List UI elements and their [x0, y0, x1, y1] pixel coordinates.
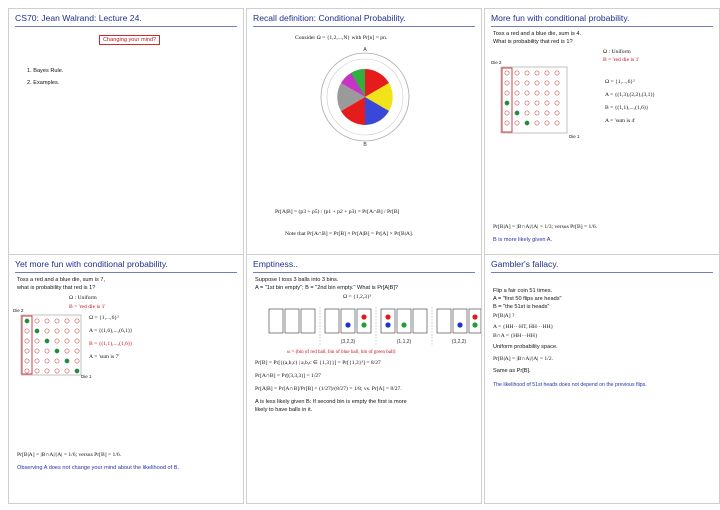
grid-dot: [75, 339, 79, 343]
eq-omega: Ω = {1,...,6}²: [89, 315, 119, 321]
slide-5: [246, 254, 482, 504]
bin: [453, 309, 467, 333]
grid-dot: [55, 339, 59, 343]
omega-caption: ω = (bin of red ball, bin of blue ball, bin of green ball): [287, 350, 396, 355]
grid-dot: [45, 329, 49, 333]
grid-dot: [555, 111, 559, 115]
grid-dot: [25, 319, 29, 323]
grid-dot: [75, 359, 79, 363]
slide-2: [246, 8, 482, 258]
slide-title: Yet more fun with conditional probability.: [15, 259, 168, 269]
ball-green: [401, 322, 406, 327]
ball-blue: [457, 322, 462, 327]
die-label-red: Die 1: [81, 374, 92, 379]
grid-dot: [75, 319, 79, 323]
omega-label: Ω : Uniform: [69, 295, 97, 301]
grid-dot: [55, 369, 59, 373]
grid-dot: [35, 319, 39, 323]
grid-dot: [535, 91, 539, 95]
omega-set: Ω = {1,2,3}³: [343, 294, 372, 300]
grid-dot: [45, 319, 49, 323]
slide-1: [8, 8, 244, 258]
eq-pr-b: Pr[B] = Pr[{(a,b,c) | a,b,c ∈ {1,3}}] = Pr[{1,3}³] = 8/27: [255, 360, 381, 366]
grid-dot: [555, 121, 559, 125]
grid-dot: [55, 329, 59, 333]
b-label: B = 'red die is 1': [603, 57, 640, 63]
bin: [357, 309, 371, 333]
bin: [413, 309, 427, 333]
ball-green: [472, 322, 477, 327]
callout-box: Changing your mind?: [99, 35, 160, 45]
grid-dot: [65, 359, 69, 363]
bin: [285, 309, 299, 333]
grid-dot: [555, 81, 559, 85]
grid-dot: [65, 329, 69, 333]
grid-dot: [65, 319, 69, 323]
grid-dot: [65, 349, 69, 353]
intro-line: Toss a red and a blue die, sum is 7,: [17, 277, 105, 283]
title-rule: [491, 272, 713, 273]
intro-line: Suppose I toss 3 balls into 3 bins.: [255, 277, 339, 283]
line: Pr[B|A] ?: [493, 313, 515, 319]
line: Same as Pr[B].: [493, 368, 531, 374]
bin-label: (3,2,2): [451, 339, 467, 345]
dice-grid: [495, 61, 575, 141]
grid-dot: [35, 359, 39, 363]
bin: [301, 309, 315, 333]
grid-dot: [505, 111, 509, 115]
grid-dot: [545, 121, 549, 125]
grid-dot: [515, 91, 519, 95]
bin: [381, 309, 395, 333]
omega-label: Ω : Uniform: [603, 49, 631, 55]
conclusion-line: A is less likely given B: If second bin is empty the first is more: [255, 399, 407, 405]
ball-blue: [345, 322, 350, 327]
eq-pr-anb: Pr[A∩B] = Pr[(3,3,3)] = 1/27: [255, 373, 321, 379]
note-line: Note that Pr[A∩B] = Pr[B] × Pr[A|B] = Pr[A] × Pr[B|A].: [285, 231, 414, 237]
bin-group-3: [381, 309, 427, 333]
intro-line: What is probability that red is 1?: [493, 39, 573, 45]
slide-title: More fun with conditional probability.: [491, 13, 630, 23]
grid-dot: [25, 369, 29, 373]
grid-dot: [75, 369, 79, 373]
grid-dot: [535, 81, 539, 85]
line: Pr[B|A] = |B∩A|/|A| = 1/2.: [493, 356, 553, 362]
eq-a-label: A = 'sum is 7': [89, 354, 120, 360]
eq-a: A = {(1,6),...,(6,1)}: [89, 328, 133, 334]
title-rule: [253, 26, 475, 27]
grid-dot: [525, 101, 529, 105]
die-label-blue: Die 2: [13, 308, 24, 313]
b-region: [22, 316, 32, 374]
die-label-blue: Die 2: [491, 60, 502, 65]
label-b: B: [363, 142, 367, 147]
eq-omega: Ω = {1,...,6}²: [605, 79, 635, 85]
conclusion: B is more likely given A.: [493, 237, 553, 243]
slide-title: Recall definition: Conditional Probability.: [253, 13, 406, 23]
b-label: B = 'red die is 1': [69, 304, 106, 310]
eq-a-label: A = 'sum is 4': [605, 118, 636, 124]
result-line: Pr[B|A] = |B∩A|/|A| = 1/3; versus Pr[B] = 1/6.: [493, 224, 598, 230]
title-rule: [15, 272, 237, 273]
intro-line: Toss a red and a blue die, sum is 4.: [493, 31, 581, 37]
grid-dot: [515, 101, 519, 105]
eq-b: B = {(1,1),...,(1,6)}: [605, 105, 649, 111]
grid-dot: [505, 81, 509, 85]
grid-dot: [525, 91, 529, 95]
result-line: Pr[B|A] = |B∩A|/|A| = 1/6; versus Pr[B] = 1/6.: [17, 452, 122, 458]
eq-pr-a-given-b: Pr[A|B] = Pr[A∩B]/Pr[B] = (1/27)/(8/27) = 1/8; vs. Pr[A] = 8/27.: [255, 386, 402, 392]
grid-dot: [45, 339, 49, 343]
ball-red: [361, 314, 366, 319]
line: A = {HH···HT, HH···HH}: [493, 324, 554, 330]
line: Uniform probability space.: [493, 344, 558, 350]
slide-6: [484, 254, 720, 504]
bin-label: (1,1,2): [396, 339, 412, 345]
omega-definition: Consider Ω = {1,2,...,N} with Pr[n] = pn.: [295, 35, 388, 41]
label-a: A: [363, 47, 367, 53]
grid-dot: [55, 319, 59, 323]
ball-green: [361, 322, 366, 327]
grid-dot: [525, 81, 529, 85]
grid-dot: [45, 369, 49, 373]
grid-dot: [525, 71, 529, 75]
grid-dot: [535, 121, 539, 125]
grid-dot: [65, 339, 69, 343]
grid-dot: [555, 101, 559, 105]
conclusion: The likelihood of 51st heads does not depend on the previous flips.: [493, 382, 647, 388]
pie-diagram: [247, 47, 482, 147]
grid-dot: [25, 359, 29, 363]
ball-red: [472, 314, 477, 319]
grid-dot: [35, 329, 39, 333]
list-item: 1. Bayes Rule.: [27, 68, 64, 74]
grid-dot: [545, 81, 549, 85]
bin: [325, 309, 339, 333]
grid-dot: [75, 349, 79, 353]
slide-title: Gambler's fallacy.: [491, 259, 559, 269]
grid-dot: [45, 349, 49, 353]
bin: [341, 309, 355, 333]
grid-dot: [555, 91, 559, 95]
grid-dot: [535, 111, 539, 115]
title-rule: [491, 26, 713, 27]
line: A = "first 50 flips are heads": [493, 296, 562, 302]
grid-dot: [75, 329, 79, 333]
ball-blue: [385, 322, 390, 327]
grid-dot: [505, 71, 509, 75]
conclusion-line: likely to have balls in it.: [255, 407, 313, 413]
bin: [437, 309, 451, 333]
ball-red: [385, 314, 390, 319]
grid-dot: [35, 349, 39, 353]
die-label-red: Die 1: [569, 134, 580, 139]
grid-dot: [545, 101, 549, 105]
grid-dot: [515, 81, 519, 85]
grid-dot: [65, 369, 69, 373]
conditional-formula: Pr[A|B] = (p3 + p5) / (p1 + p2 + p3) = Pr[A∩B] / Pr[B]: [275, 209, 400, 215]
slide-title: CS70: Jean Walrand: Lecture 24.: [15, 13, 142, 23]
grid-dot: [515, 111, 519, 115]
bin-group-1: [269, 309, 315, 333]
grid-dot: [505, 101, 509, 105]
bin: [469, 309, 481, 333]
grid-dot: [525, 121, 529, 125]
grid-dot: [35, 369, 39, 373]
grid-dot: [545, 111, 549, 115]
line: Flip a fair coin 51 times.: [493, 288, 553, 294]
title-rule: [15, 26, 237, 27]
grid-dot: [55, 359, 59, 363]
grid-frame: [21, 315, 81, 375]
bin: [397, 309, 411, 333]
bin-group-2: [325, 309, 371, 333]
title-rule: [253, 272, 475, 273]
list-item: 2. Examples.: [27, 80, 60, 86]
bins-diagram: [247, 305, 482, 349]
grid-dot: [525, 111, 529, 115]
grid-dot: [545, 71, 549, 75]
slide-4: [8, 254, 244, 504]
grid-dot: [505, 91, 509, 95]
bin: [269, 309, 283, 333]
grid-dot: [535, 101, 539, 105]
bin-group-4: [437, 309, 481, 333]
slide-3: [484, 8, 720, 258]
slide-title: Emptiness..: [253, 259, 298, 269]
bin-label: (3,2,3): [340, 339, 356, 345]
grid-dot: [505, 121, 509, 125]
grid-dot: [515, 71, 519, 75]
eq-a: A = {(1,3),(2,2),(3,1)}: [605, 92, 656, 98]
grid-dot: [535, 71, 539, 75]
grid-dot: [545, 91, 549, 95]
eq-b: B = {(1,1),...,(1,6)}: [89, 341, 133, 347]
grid-dot: [515, 121, 519, 125]
grid-dot: [35, 339, 39, 343]
line: B∩A = {HH···HH}: [493, 333, 538, 339]
grid-dot: [25, 329, 29, 333]
grid-dot: [555, 71, 559, 75]
intro-line: A = "1st bin empty"; B = "2nd bin empty." What is Pr[A|B]?: [255, 285, 398, 291]
grid-dot: [25, 339, 29, 343]
conclusion: Observing A does not change your mind about the likelihood of B.: [17, 465, 180, 471]
intro-line: what is probability that red is 1?: [17, 285, 96, 291]
grid-dot: [25, 349, 29, 353]
grid-dot: [55, 349, 59, 353]
line: B = "the 51st is heads": [493, 304, 550, 310]
grid-dot: [45, 359, 49, 363]
